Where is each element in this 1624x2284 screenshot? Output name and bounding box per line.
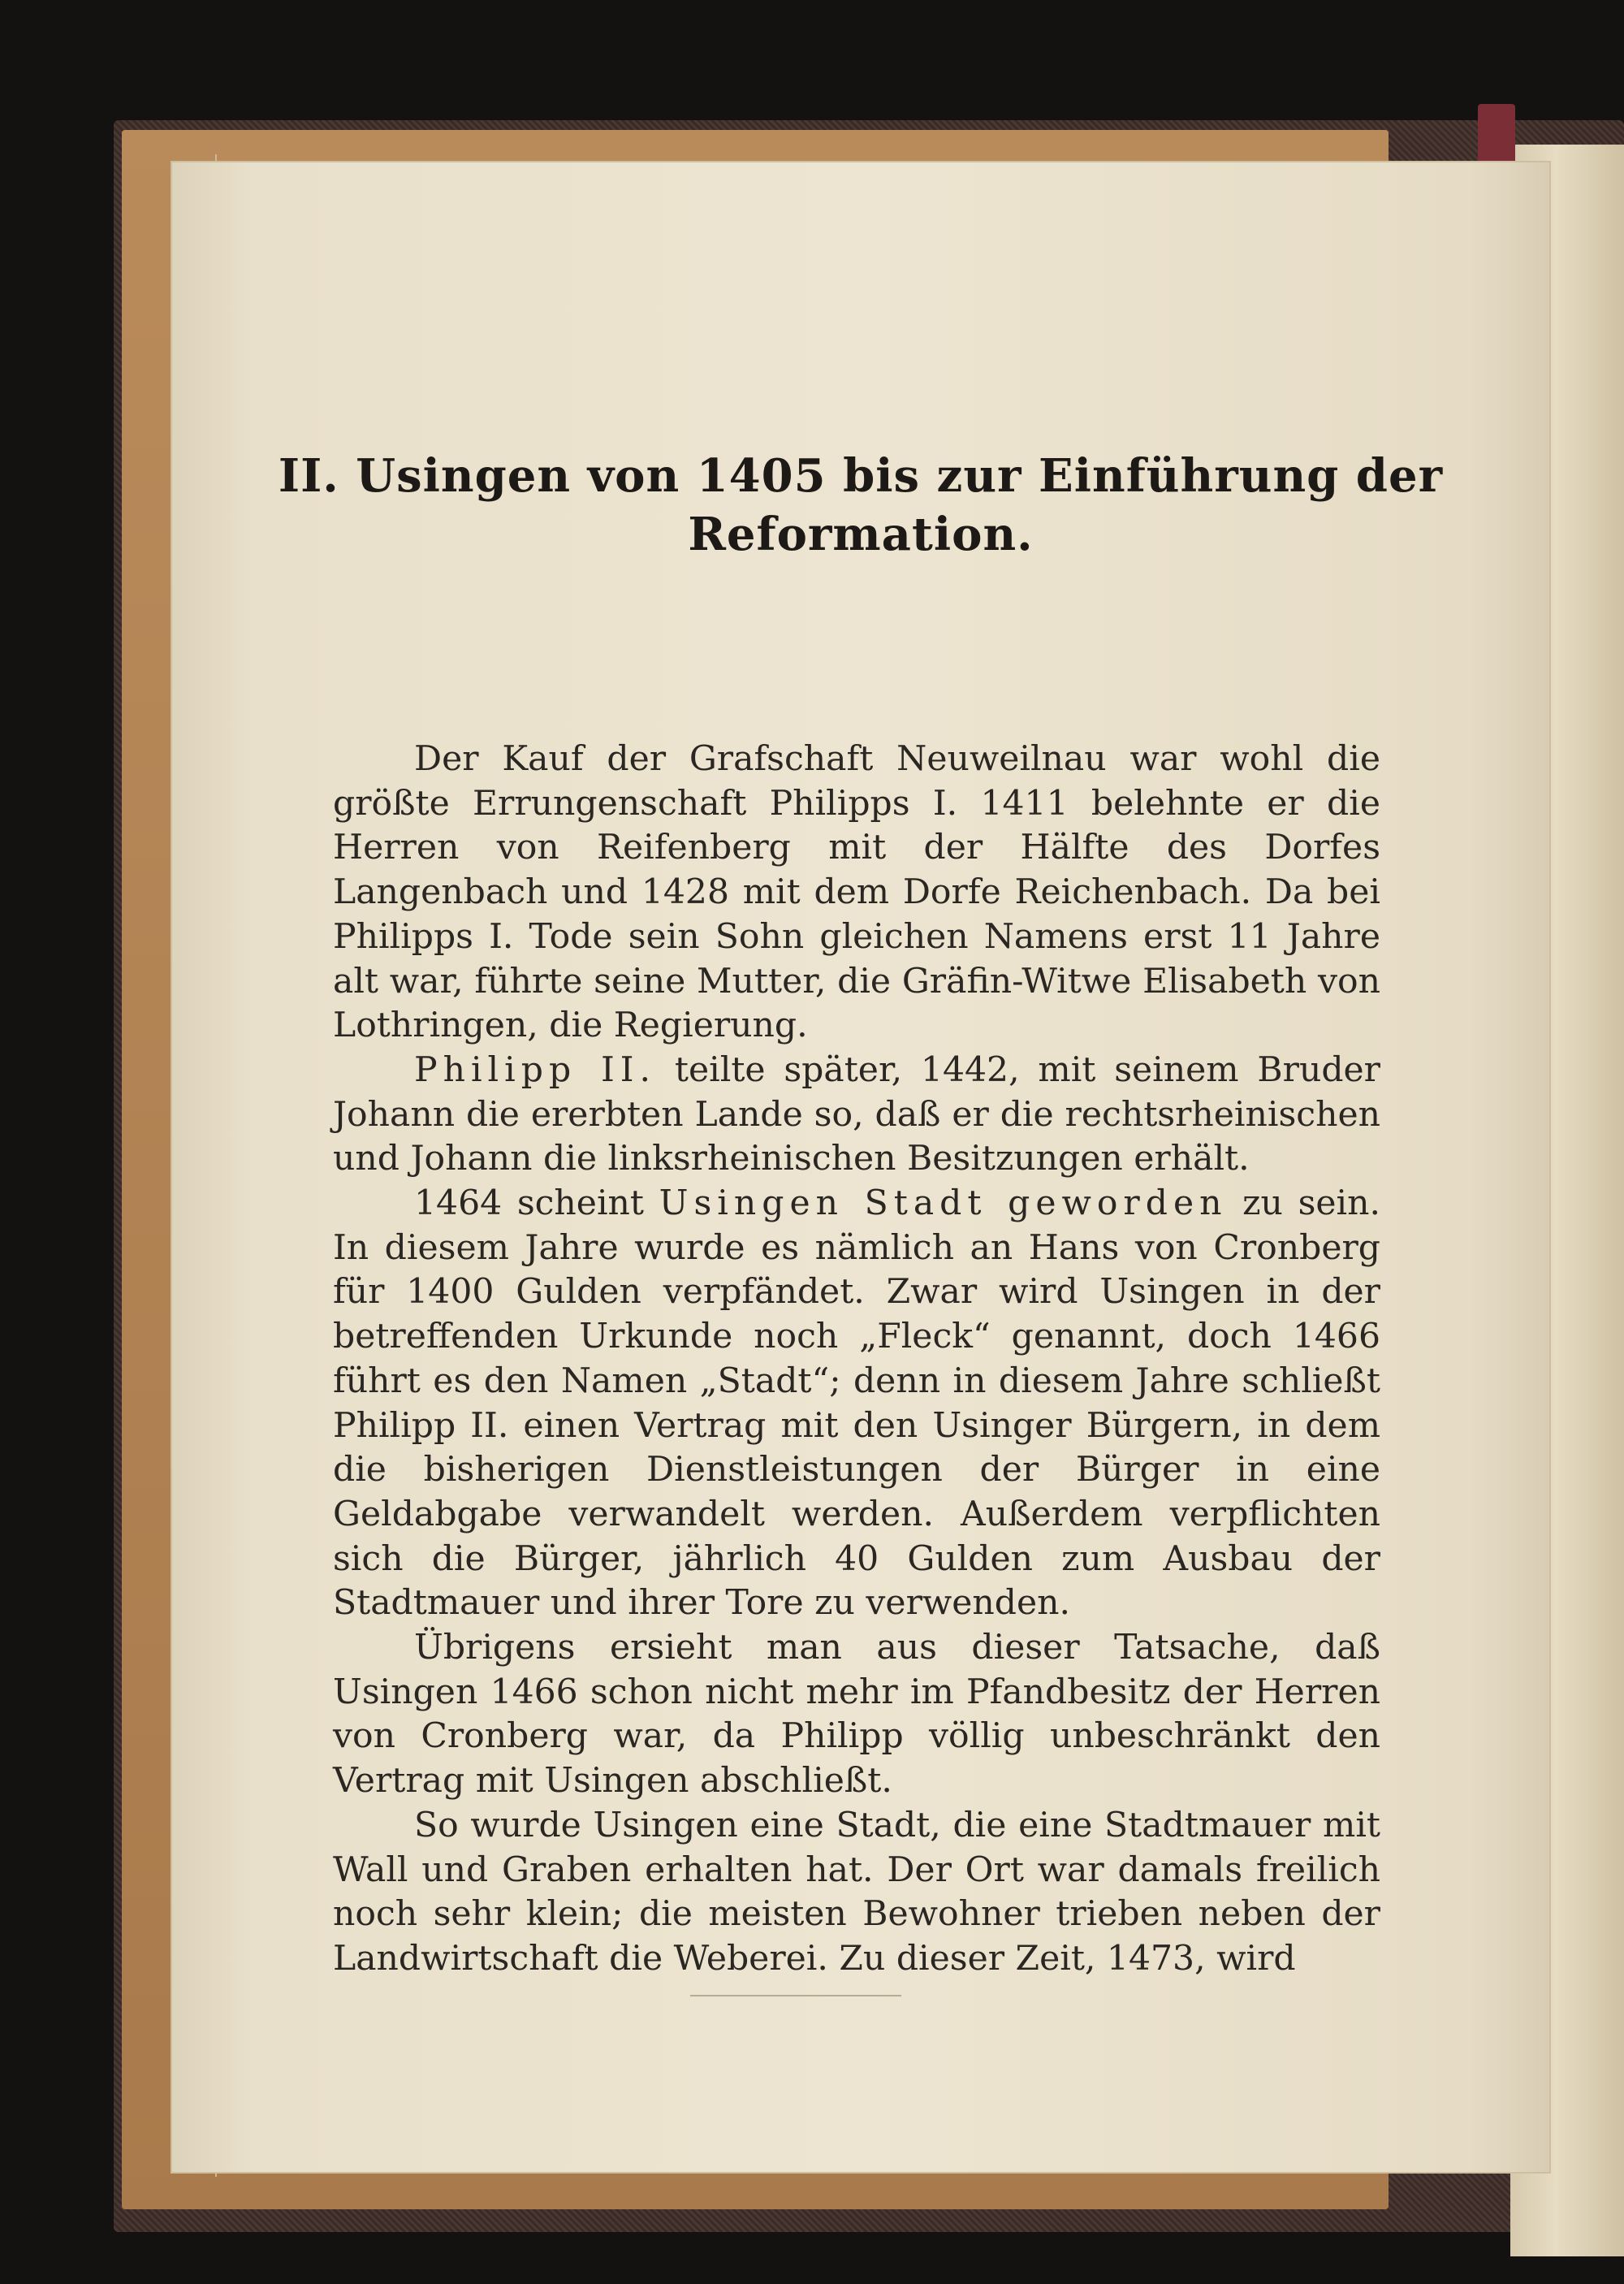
paragraph-1: Der Kauf der Grafschaft Neuweilnau war wohl die größte Errungenschaft Philipps I. 1411 belehnte er die Herren von Reifenberg mit der Hälfte des Dorfes Langenbach und 1428 mit dem Dorfe Reichenbach. Da bei Philipps I. Tode sein Sohn gleichen Namens erst 11 Jahre alt war, führte seine Mutter, die Gräfin-Witwe Elisabeth von Lothringen, die Regierung. — [333, 739, 1380, 1046]
paragraph-4: Übrigens ersieht man aus dieser Tatsache, daß Usingen 1466 schon nicht mehr im Pfandbesitz der Herren von Cronberg war, da Philipp völlig unbeschränkt den Vertrag mit Usingen abschließt. — [333, 1628, 1380, 1802]
spaced-emphasis: Usingen Stadt geworden — [659, 1183, 1228, 1224]
paragraph-3-start: 1464 scheint — [414, 1183, 659, 1224]
chapter-heading-line-1: II. Usingen von 1405 bis zur Einführung der — [278, 449, 1444, 503]
paragraph-3-text: zu sein. In diesem Jahre wurde es nämlich an Hans von Cronberg für 1400 Gulden verpfändet. Zwar wird Usingen in der betreffenden Urkunde noch „Fleck“ genannt, doch 1466 führt es den Namen „Stadt“; denn in diesem Jahre schließt Philipp II. einen Vertrag mit den Usinger Bürgern, in dem die bisherigen Dienstleistungen der Bürger in eine Geldabgabe verwandelt werden. Außerdem verpflichten sich die Bürger, jährlich 40 Gulden zum Ausbau der Stadtmauer und ihrer Tore zu verwenden. — [333, 1183, 1380, 1624]
paragraph-3 — [333, 1182, 1380, 1626]
footer-rule — [690, 1995, 901, 1996]
paragraph-5: So wurde Usingen eine Stadt, die eine Stadtmauer mit Wall und Graben erhalten hat. Der Ort war damals freilich noch sehr klein; die meisten Bewohner trieben neben der Landwirtschaft die Weberei. Zu dieser Zeit, 1473, wird — [333, 1805, 1380, 1979]
body-text — [333, 738, 1380, 1982]
paragraph-2-text: teilte später, 1442, mit seinem Bruder Johann die ererbten Lande so, daß er die rechtsrheinischen und Johann die linksrheinischen Besitzungen erhält. — [333, 1049, 1380, 1179]
chapter-heading-line-2: Reformation. — [688, 508, 1034, 561]
spaced-name-philipp: Philipp II. — [414, 1049, 657, 1090]
paragraph-2 — [333, 1049, 1380, 1182]
chapter-heading — [171, 447, 1551, 564]
